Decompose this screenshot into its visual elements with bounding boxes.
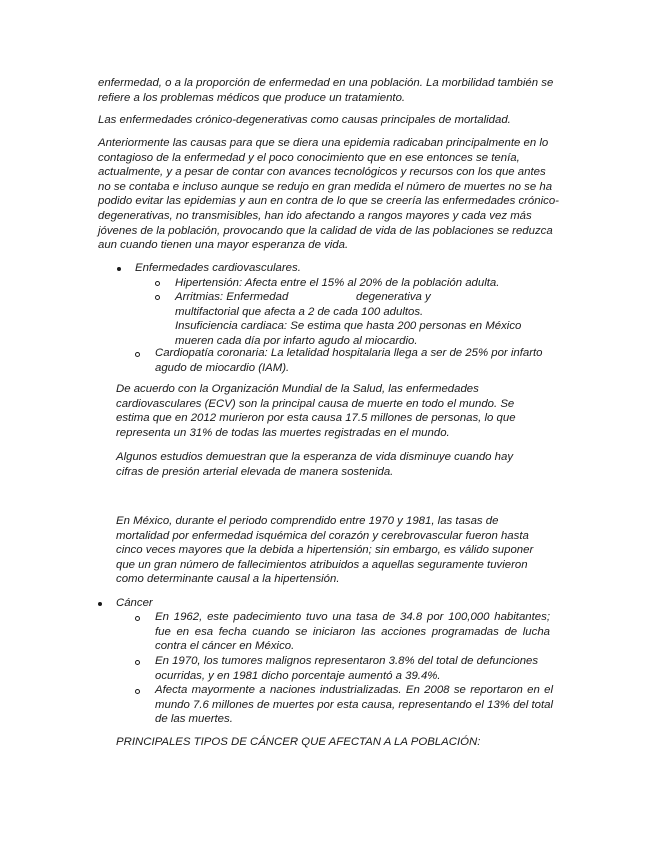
arrhythmia-text-end: degenerativa y [356, 291, 431, 303]
mexico-paragraph: En México, durante el periodo comprendido entre 1970 y 1981, las tasas de mortalidad por enfermedad isquémica del corazón y cerebrovascular fueron hasta cinco veces mayores que la debida a hipertensión; sin embargo, es válido suponer que un gran número de fallecimientos atribuidos a aquellas seguramente tuvieron como determinante causal a la hipertensión. [116, 515, 534, 586]
intro-paragraph: enfermedad, o a la proporción de enfermedad en una población. La morbilidad también se refiere a los problemas médicos que produce un tratamiento. [98, 77, 554, 104]
bullet-disc-icon [117, 267, 121, 271]
heart-failure-item: Insuficiencia cardiaca: Se estima que hasta 200 personas en México mueren cada día por infarto agudo al miocardio. [175, 320, 522, 347]
arrhythmia-text-start: Arritmias: Enfermedad [175, 291, 289, 303]
arrhythmia-text-line2: multifactorial que afecta a 2 de cada 100 adultos. [175, 305, 424, 318]
hypertension-item: Hipertensión: Afecta entre el 15% al 20% de la población adulta. [175, 277, 500, 289]
bullet-circle-icon [135, 689, 140, 694]
chronic-diseases-heading: Las enfermedades crónico-degenerativas como causas principales de mortalidad. [98, 114, 511, 126]
bullet-circle-icon [155, 295, 160, 300]
cancer-item-industrial: Afecta mayormente a naciones industrializadas. En 2008 se reportaron en el mundo 7.6 millones de muertes por esta causa, representando el 13% del total de las muertes. [155, 684, 553, 726]
cancer-label: Cáncer [116, 597, 153, 609]
bullet-circle-icon [135, 352, 140, 357]
epidemics-paragraph: Anteriormente las causas para que se diera una epidemia radicaban principalmente en lo contagioso de la enfermedad y el poco conocimiento que en ese entonces se tenía, actualmente, y a pesar de contar con avances tecnológicos y recursos con los que antes no se contaba e incluso aunque se redujo en gran medida el número de muertes no se ha podido evitar las epidemias y aun en contra de lo que se creería las enfermedades crónico-degenerativas, no transmisibles, han ido afectando a rangos mayores y cada vez más jóvenes de la población, provocando que la calidad de vida de las poblaciones se reduzca aun cuando tienen una mayor esperanza de vida. [98, 137, 559, 252]
who-paragraph: De acuerdo con la Organización Mundial de la Salud, las enfermedades cardiovasculares (ECV) son la principal causa de muerte en todo el mundo. Se estima que en 2012 murieron por esta causa 17.5 millones de personas, lo que representa un 31% de todas las muertes registradas en el mundo. [116, 383, 516, 439]
arrhythmia-item [175, 290, 555, 319]
cancer-item-1970: En 1970, los tumores malignos representaron 3.8% del total de defunciones ocurridas, y en 1981 dicho porcentaje aumentó a 39.4%. [155, 655, 539, 682]
bullet-circle-icon [135, 616, 140, 621]
studies-paragraph: Algunos estudios demuestran que la esperanza de vida disminuye cuando hay cifras de presión arterial elevada de manera sostenida. [116, 451, 514, 478]
cancer-item-1962: En 1962, este padecimiento tuvo una tasa de 34.8 por 100,000 habitantes; fue en esa fecha cuando se iniciaron las acciones programadas de lucha contra el cáncer en México. [155, 611, 550, 653]
bullet-disc-icon [98, 602, 102, 606]
coronary-item: Cardiopatía coronaria: La letalidad hospitalaria llega a ser de 25% por infarto agudo de miocardio (IAM). [155, 347, 543, 374]
bullet-circle-icon [135, 660, 140, 665]
cancer-types-heading: PRINCIPALES TIPOS DE CÁNCER QUE AFECTAN A LA POBLACIÓN: [116, 736, 481, 748]
bullet-circle-icon [155, 281, 160, 286]
cardiovascular-label: Enfermedades cardiovasculares. [135, 262, 301, 274]
